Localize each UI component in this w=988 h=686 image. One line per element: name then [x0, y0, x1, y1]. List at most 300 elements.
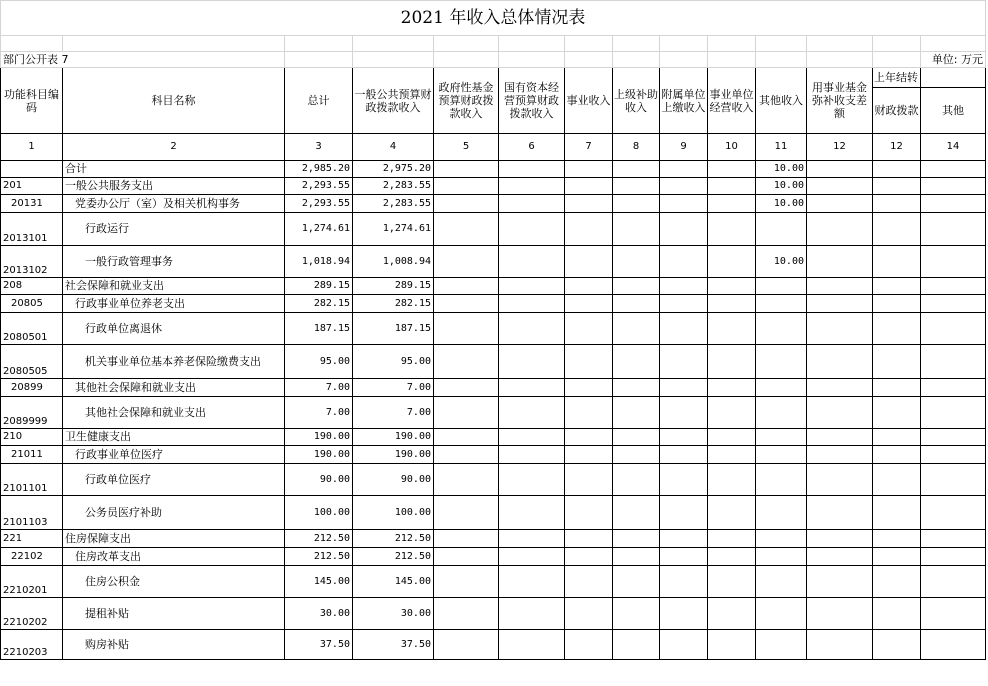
row-general-budget-cell[interactable]: 282.15	[353, 295, 434, 313]
row-general-budget-cell[interactable]: 187.15	[353, 313, 434, 345]
blank-cell[interactable]	[807, 566, 873, 598]
row-total-cell[interactable]: 37.50	[285, 630, 353, 660]
blank-cell[interactable]	[565, 566, 613, 598]
blank-cell[interactable]	[434, 36, 499, 52]
blank-cell[interactable]	[613, 295, 660, 313]
row-general-budget-cell[interactable]: 95.00	[353, 345, 434, 379]
table-row[interactable]	[1, 313, 986, 345]
blank-cell[interactable]	[613, 379, 660, 397]
blank-cell[interactable]	[499, 345, 565, 379]
table-row[interactable]	[1, 213, 986, 246]
blank-cell[interactable]	[434, 630, 499, 660]
blank-cell[interactable]	[873, 598, 921, 630]
blank-cell[interactable]	[565, 598, 613, 630]
blank-cell[interactable]	[565, 295, 613, 313]
table-row[interactable]	[1, 178, 986, 195]
row-name-cell[interactable]: 机关事业单位基本养老保险缴费支出	[63, 345, 285, 379]
blank-cell[interactable]	[499, 566, 565, 598]
blank-cell[interactable]	[660, 464, 708, 496]
row-general-budget-cell[interactable]: 145.00	[353, 566, 434, 598]
row-name-cell[interactable]: 公务员医疗补助	[63, 496, 285, 530]
blank-cell[interactable]	[807, 195, 873, 213]
blank-cell[interactable]	[613, 178, 660, 195]
blank-cell[interactable]	[565, 345, 613, 379]
row-other-income-cell[interactable]	[756, 630, 807, 660]
row-other-income-cell[interactable]	[756, 278, 807, 295]
blank-cell[interactable]	[565, 379, 613, 397]
blank-cell[interactable]	[499, 496, 565, 530]
blank-cell[interactable]	[873, 278, 921, 295]
blank-cell[interactable]	[660, 630, 708, 660]
row-code-cell[interactable]	[1, 161, 63, 178]
blank-cell[interactable]	[499, 295, 565, 313]
blank-cell[interactable]	[660, 446, 708, 464]
blank-cell[interactable]	[613, 313, 660, 345]
row-total-cell[interactable]: 212.50	[285, 548, 353, 566]
blank-cell[interactable]	[807, 379, 873, 397]
row-code-cell[interactable]: 20899	[1, 379, 63, 397]
blank-cell[interactable]	[285, 52, 353, 68]
blank-cell[interactable]	[873, 36, 921, 52]
row-code-cell[interactable]: 2210202	[1, 598, 63, 630]
blank-cell[interactable]	[660, 295, 708, 313]
blank-cell[interactable]	[660, 213, 708, 246]
row-name-cell[interactable]: 合计	[63, 161, 285, 178]
blank-cell[interactable]	[708, 598, 756, 630]
blank-cell[interactable]	[499, 246, 565, 278]
blank-cell[interactable]	[807, 429, 873, 446]
blank-cell[interactable]	[353, 36, 434, 52]
blank-cell[interactable]	[921, 68, 986, 88]
row-name-cell[interactable]: 行政单位离退休	[63, 313, 285, 345]
blank-cell[interactable]	[921, 496, 986, 530]
blank-cell[interactable]	[660, 548, 708, 566]
blank-cell[interactable]	[921, 379, 986, 397]
blank-cell[interactable]	[499, 548, 565, 566]
row-other-income-cell[interactable]: 10.00	[756, 195, 807, 213]
table-row[interactable]	[1, 397, 986, 429]
blank-cell[interactable]	[807, 464, 873, 496]
blank-cell[interactable]	[434, 530, 499, 548]
blank-cell[interactable]	[708, 429, 756, 446]
blank-cell[interactable]	[613, 496, 660, 530]
blank-cell[interactable]	[921, 548, 986, 566]
blank-cell[interactable]	[434, 446, 499, 464]
blank-cell[interactable]	[613, 278, 660, 295]
blank-cell[interactable]	[660, 161, 708, 178]
row-total-cell[interactable]: 95.00	[285, 345, 353, 379]
blank-cell[interactable]	[565, 397, 613, 429]
blank-cell[interactable]	[873, 548, 921, 566]
row-general-budget-cell[interactable]: 2,283.55	[353, 195, 434, 213]
blank-cell[interactable]	[660, 345, 708, 379]
blank-cell[interactable]	[434, 429, 499, 446]
row-general-budget-cell[interactable]: 1,274.61	[353, 213, 434, 246]
blank-cell[interactable]	[613, 598, 660, 630]
table-row[interactable]	[1, 496, 986, 530]
row-total-cell[interactable]: 187.15	[285, 313, 353, 345]
blank-cell[interactable]	[708, 278, 756, 295]
blank-cell[interactable]	[565, 530, 613, 548]
blank-cell[interactable]	[807, 496, 873, 530]
blank-cell[interactable]	[434, 313, 499, 345]
row-total-cell[interactable]: 1,274.61	[285, 213, 353, 246]
table-row[interactable]	[1, 278, 986, 295]
blank-cell[interactable]	[921, 446, 986, 464]
table-row[interactable]	[1, 295, 986, 313]
row-general-budget-cell[interactable]: 1,008.94	[353, 246, 434, 278]
blank-cell[interactable]	[434, 52, 499, 68]
row-name-cell[interactable]: 提租补贴	[63, 598, 285, 630]
blank-cell[interactable]	[613, 464, 660, 496]
row-code-cell[interactable]: 2080505	[1, 345, 63, 379]
row-total-cell[interactable]: 30.00	[285, 598, 353, 630]
blank-cell[interactable]	[499, 178, 565, 195]
row-code-cell[interactable]: 2013101	[1, 213, 63, 246]
blank-cell[interactable]	[499, 213, 565, 246]
blank-cell[interactable]	[499, 36, 565, 52]
blank-cell[interactable]	[807, 548, 873, 566]
blank-cell[interactable]	[708, 630, 756, 660]
blank-cell[interactable]	[434, 397, 499, 429]
blank-cell[interactable]	[499, 397, 565, 429]
row-code-cell[interactable]: 20131	[1, 195, 63, 213]
table-row[interactable]	[1, 161, 986, 178]
blank-cell[interactable]	[499, 464, 565, 496]
blank-cell[interactable]	[1, 36, 63, 52]
blank-cell[interactable]	[921, 161, 986, 178]
blank-cell[interactable]	[660, 379, 708, 397]
blank-cell[interactable]	[660, 278, 708, 295]
table-row[interactable]	[1, 566, 986, 598]
row-general-budget-cell[interactable]: 7.00	[353, 379, 434, 397]
blank-cell[interactable]	[873, 313, 921, 345]
row-total-cell[interactable]: 289.15	[285, 278, 353, 295]
row-other-income-cell[interactable]	[756, 496, 807, 530]
row-other-income-cell[interactable]	[756, 429, 807, 446]
blank-cell[interactable]	[807, 530, 873, 548]
blank-cell[interactable]	[873, 496, 921, 530]
blank-cell[interactable]	[63, 36, 285, 52]
blank-cell[interactable]	[873, 161, 921, 178]
row-general-budget-cell[interactable]: 100.00	[353, 496, 434, 530]
blank-cell[interactable]	[873, 178, 921, 195]
blank-cell[interactable]	[434, 379, 499, 397]
blank-cell[interactable]	[708, 548, 756, 566]
row-other-income-cell[interactable]	[756, 313, 807, 345]
row-code-cell[interactable]: 208	[1, 278, 63, 295]
row-code-cell[interactable]: 2080501	[1, 313, 63, 345]
blank-cell[interactable]	[565, 429, 613, 446]
blank-cell[interactable]	[613, 446, 660, 464]
blank-cell[interactable]	[613, 530, 660, 548]
row-other-income-cell[interactable]	[756, 446, 807, 464]
blank-cell[interactable]	[807, 36, 873, 52]
blank-cell[interactable]	[660, 52, 708, 68]
blank-cell[interactable]	[499, 429, 565, 446]
blank-cell[interactable]	[499, 278, 565, 295]
blank-cell[interactable]	[499, 161, 565, 178]
blank-cell[interactable]	[708, 566, 756, 598]
blank-cell[interactable]	[613, 548, 660, 566]
blank-cell[interactable]	[708, 195, 756, 213]
row-code-cell[interactable]: 21011	[1, 446, 63, 464]
blank-cell[interactable]	[565, 52, 613, 68]
blank-cell[interactable]	[565, 630, 613, 660]
row-name-cell[interactable]: 行政运行	[63, 213, 285, 246]
blank-cell[interactable]	[873, 464, 921, 496]
blank-cell[interactable]	[565, 36, 613, 52]
blank-cell[interactable]	[499, 446, 565, 464]
row-code-cell[interactable]: 2210201	[1, 566, 63, 598]
table-row[interactable]	[1, 464, 986, 496]
blank-cell[interactable]	[807, 246, 873, 278]
row-general-budget-cell[interactable]: 190.00	[353, 429, 434, 446]
blank-cell[interactable]	[873, 379, 921, 397]
blank-cell[interactable]	[434, 213, 499, 246]
blank-cell[interactable]	[499, 530, 565, 548]
row-total-cell[interactable]: 1,018.94	[285, 246, 353, 278]
row-code-cell[interactable]: 2089999	[1, 397, 63, 429]
blank-cell[interactable]	[660, 530, 708, 548]
blank-cell[interactable]	[807, 446, 873, 464]
blank-cell[interactable]	[565, 213, 613, 246]
row-other-income-cell[interactable]	[756, 345, 807, 379]
blank-cell[interactable]	[873, 397, 921, 429]
blank-cell[interactable]	[921, 195, 986, 213]
row-name-cell[interactable]: 住房改革支出	[63, 548, 285, 566]
blank-cell[interactable]	[873, 429, 921, 446]
row-name-cell[interactable]: 卫生健康支出	[63, 429, 285, 446]
blank-cell[interactable]	[660, 195, 708, 213]
blank-cell[interactable]	[807, 278, 873, 295]
blank-cell[interactable]	[708, 446, 756, 464]
row-other-income-cell[interactable]: 10.00	[756, 246, 807, 278]
blank-cell[interactable]	[613, 397, 660, 429]
blank-cell[interactable]	[613, 429, 660, 446]
row-code-cell[interactable]: 20805	[1, 295, 63, 313]
row-other-income-cell[interactable]: 10.00	[756, 178, 807, 195]
row-other-income-cell[interactable]	[756, 213, 807, 246]
blank-cell[interactable]	[921, 429, 986, 446]
row-general-budget-cell[interactable]: 212.50	[353, 530, 434, 548]
blank-cell[interactable]	[565, 313, 613, 345]
blank-cell[interactable]	[613, 161, 660, 178]
table-row[interactable]	[1, 598, 986, 630]
blank-cell[interactable]	[613, 630, 660, 660]
row-general-budget-cell[interactable]: 37.50	[353, 630, 434, 660]
row-code-cell[interactable]: 210	[1, 429, 63, 446]
row-total-cell[interactable]: 282.15	[285, 295, 353, 313]
row-name-cell[interactable]: 其他社会保障和就业支出	[63, 379, 285, 397]
blank-cell[interactable]	[873, 446, 921, 464]
blank-cell[interactable]	[499, 598, 565, 630]
blank-cell[interactable]	[807, 213, 873, 246]
blank-cell[interactable]	[434, 464, 499, 496]
table-row[interactable]	[1, 246, 986, 278]
row-total-cell[interactable]: 7.00	[285, 379, 353, 397]
blank-cell[interactable]	[921, 566, 986, 598]
blank-cell[interactable]	[708, 464, 756, 496]
blank-cell[interactable]	[873, 630, 921, 660]
blank-cell[interactable]	[807, 630, 873, 660]
blank-cell[interactable]	[807, 178, 873, 195]
row-name-cell[interactable]: 购房补贴	[63, 630, 285, 660]
row-code-cell[interactable]: 221	[1, 530, 63, 548]
table-row[interactable]	[1, 548, 986, 566]
blank-cell[interactable]	[921, 313, 986, 345]
blank-cell[interactable]	[434, 278, 499, 295]
blank-cell[interactable]	[873, 246, 921, 278]
blank-cell[interactable]	[807, 313, 873, 345]
blank-cell[interactable]	[807, 52, 873, 68]
row-name-cell[interactable]: 行政事业单位医疗	[63, 446, 285, 464]
row-general-budget-cell[interactable]: 289.15	[353, 278, 434, 295]
row-code-cell[interactable]: 2101103	[1, 496, 63, 530]
row-total-cell[interactable]: 7.00	[285, 397, 353, 429]
blank-cell[interactable]	[921, 598, 986, 630]
blank-cell[interactable]	[565, 246, 613, 278]
blank-cell[interactable]	[660, 397, 708, 429]
blank-cell[interactable]	[660, 36, 708, 52]
row-name-cell[interactable]: 一般公共服务支出	[63, 178, 285, 195]
blank-cell[interactable]	[565, 446, 613, 464]
blank-cell[interactable]	[807, 345, 873, 379]
blank-cell[interactable]	[660, 246, 708, 278]
blank-cell[interactable]	[565, 178, 613, 195]
row-other-income-cell[interactable]	[756, 598, 807, 630]
blank-cell[interactable]	[565, 161, 613, 178]
blank-cell[interactable]	[434, 161, 499, 178]
blank-cell[interactable]	[434, 295, 499, 313]
blank-cell[interactable]	[434, 598, 499, 630]
blank-cell[interactable]	[565, 548, 613, 566]
blank-cell[interactable]	[499, 313, 565, 345]
row-total-cell[interactable]: 190.00	[285, 429, 353, 446]
row-general-budget-cell[interactable]: 90.00	[353, 464, 434, 496]
blank-cell[interactable]	[873, 213, 921, 246]
blank-cell[interactable]	[708, 295, 756, 313]
blank-cell[interactable]	[921, 36, 986, 52]
blank-cell[interactable]	[434, 566, 499, 598]
row-other-income-cell[interactable]: 10.00	[756, 161, 807, 178]
blank-cell[interactable]	[708, 345, 756, 379]
blank-cell[interactable]	[873, 52, 921, 68]
row-general-budget-cell[interactable]: 30.00	[353, 598, 434, 630]
row-general-budget-cell[interactable]: 2,975.20	[353, 161, 434, 178]
row-name-cell[interactable]: 其他社会保障和就业支出	[63, 397, 285, 429]
blank-cell[interactable]	[921, 345, 986, 379]
blank-cell[interactable]	[708, 178, 756, 195]
row-code-cell[interactable]: 2210203	[1, 630, 63, 660]
blank-cell[interactable]	[353, 52, 434, 68]
table-row[interactable]	[1, 446, 986, 464]
blank-cell[interactable]	[613, 213, 660, 246]
blank-cell[interactable]	[613, 566, 660, 598]
row-code-cell[interactable]: 22102	[1, 548, 63, 566]
blank-cell[interactable]	[921, 630, 986, 660]
blank-cell[interactable]	[807, 161, 873, 178]
blank-cell[interactable]	[873, 295, 921, 313]
blank-cell[interactable]	[499, 52, 565, 68]
blank-cell[interactable]	[660, 178, 708, 195]
row-name-cell[interactable]: 行政事业单位养老支出	[63, 295, 285, 313]
blank-cell[interactable]	[756, 36, 807, 52]
row-name-cell[interactable]: 党委办公厅（室）及相关机构事务	[63, 195, 285, 213]
row-name-cell[interactable]: 住房公积金	[63, 566, 285, 598]
blank-cell[interactable]	[708, 52, 756, 68]
row-general-budget-cell[interactable]: 212.50	[353, 548, 434, 566]
row-code-cell[interactable]: 2013102	[1, 246, 63, 278]
blank-cell[interactable]	[921, 178, 986, 195]
blank-cell[interactable]	[613, 246, 660, 278]
blank-cell[interactable]	[499, 379, 565, 397]
table-row[interactable]	[1, 530, 986, 548]
blank-cell[interactable]	[660, 429, 708, 446]
blank-cell[interactable]	[873, 530, 921, 548]
row-other-income-cell[interactable]	[756, 397, 807, 429]
row-general-budget-cell[interactable]: 7.00	[353, 397, 434, 429]
blank-cell[interactable]	[565, 496, 613, 530]
blank-cell[interactable]	[434, 195, 499, 213]
blank-cell[interactable]	[708, 530, 756, 548]
blank-cell[interactable]	[613, 195, 660, 213]
blank-cell[interactable]	[807, 397, 873, 429]
blank-cell[interactable]	[921, 213, 986, 246]
blank-cell[interactable]	[756, 52, 807, 68]
blank-cell[interactable]	[708, 397, 756, 429]
table-row[interactable]	[1, 195, 986, 213]
table-row[interactable]	[1, 379, 986, 397]
blank-cell[interactable]	[613, 52, 660, 68]
row-name-cell[interactable]: 行政单位医疗	[63, 464, 285, 496]
blank-cell[interactable]	[807, 598, 873, 630]
blank-cell[interactable]	[873, 345, 921, 379]
row-total-cell[interactable]: 2,293.55	[285, 178, 353, 195]
blank-cell[interactable]	[873, 195, 921, 213]
blank-cell[interactable]	[708, 379, 756, 397]
blank-cell[interactable]	[807, 295, 873, 313]
row-total-cell[interactable]: 2,985.20	[285, 161, 353, 178]
blank-cell[interactable]	[708, 213, 756, 246]
row-total-cell[interactable]: 90.00	[285, 464, 353, 496]
blank-cell[interactable]	[499, 630, 565, 660]
blank-cell[interactable]	[434, 496, 499, 530]
row-name-cell[interactable]: 一般行政管理事务	[63, 246, 285, 278]
row-total-cell[interactable]: 212.50	[285, 530, 353, 548]
blank-cell[interactable]	[873, 566, 921, 598]
row-other-income-cell[interactable]	[756, 530, 807, 548]
blank-cell[interactable]	[921, 397, 986, 429]
row-code-cell[interactable]: 201	[1, 178, 63, 195]
table-row[interactable]	[1, 345, 986, 379]
blank-cell[interactable]	[921, 278, 986, 295]
row-other-income-cell[interactable]	[756, 548, 807, 566]
row-total-cell[interactable]: 100.00	[285, 496, 353, 530]
blank-cell[interactable]	[921, 295, 986, 313]
blank-cell[interactable]	[660, 496, 708, 530]
blank-cell[interactable]	[434, 178, 499, 195]
blank-cell[interactable]	[434, 345, 499, 379]
blank-cell[interactable]	[708, 246, 756, 278]
blank-cell[interactable]	[660, 313, 708, 345]
blank-cell[interactable]	[285, 36, 353, 52]
row-other-income-cell[interactable]	[756, 566, 807, 598]
row-name-cell[interactable]: 社会保障和就业支出	[63, 278, 285, 295]
blank-cell[interactable]	[565, 278, 613, 295]
blank-cell[interactable]	[565, 195, 613, 213]
blank-cell[interactable]	[921, 530, 986, 548]
